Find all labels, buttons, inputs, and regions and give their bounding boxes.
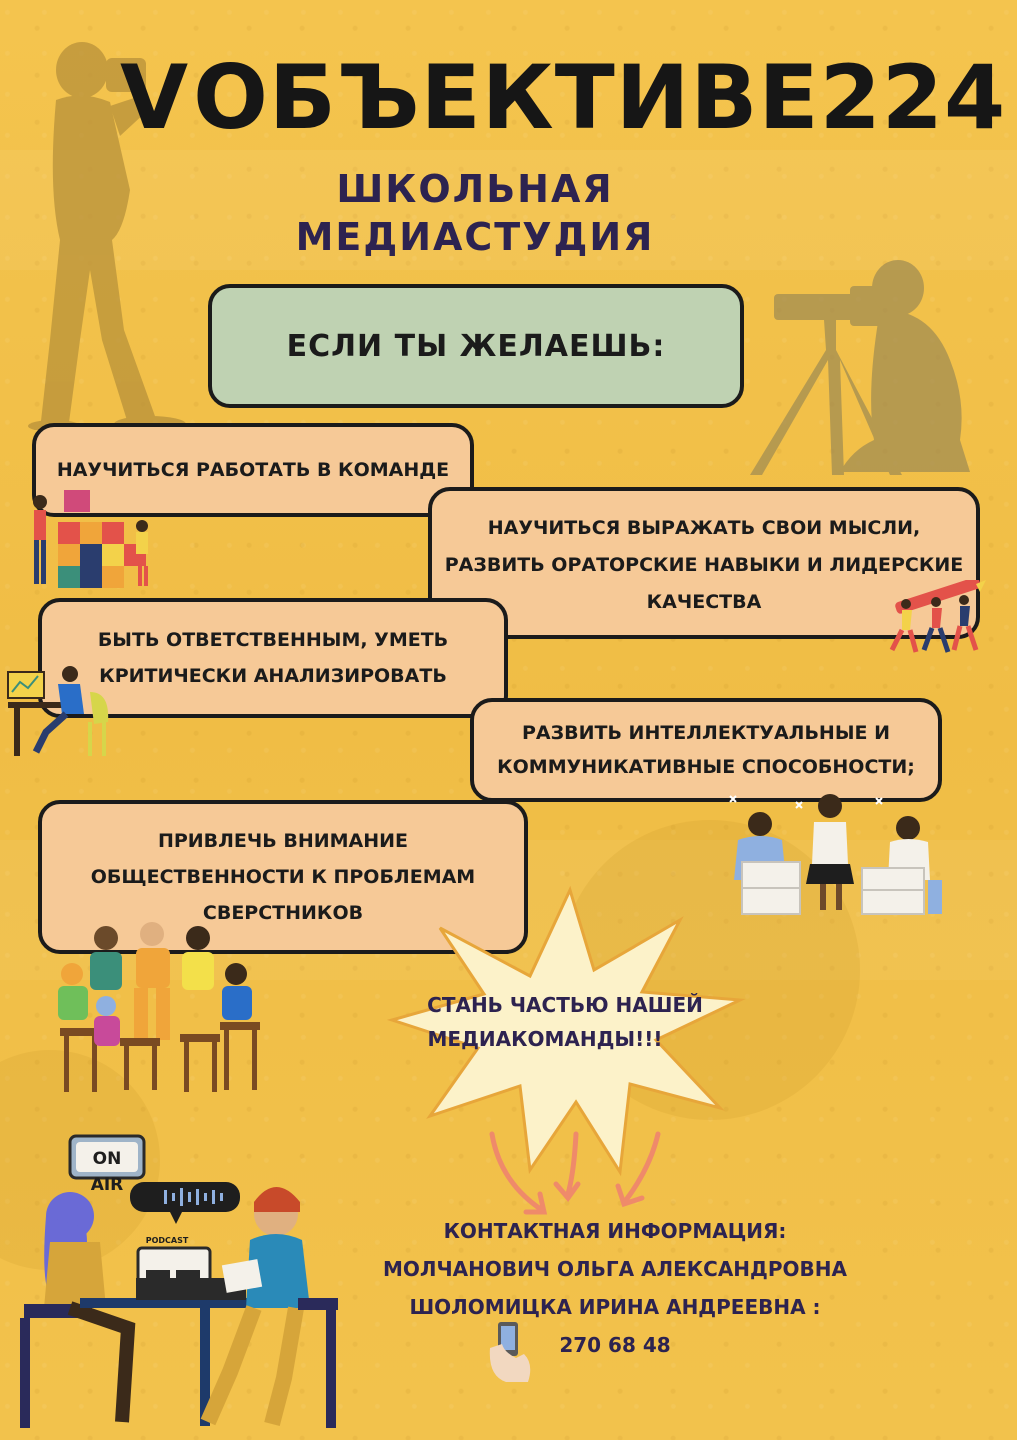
on-air-sign: ON AIR (90, 1149, 124, 1195)
contact-block (380, 1212, 850, 1364)
wish-text: СВЕРСТНИКОВ (202, 902, 364, 924)
team-runners-illustration (876, 580, 986, 660)
subtitle-line-2: МЕДИАСТУДИЯ (295, 215, 655, 259)
discussion-circle-illustration (50, 918, 266, 1094)
wish-text: ПРИВЛЕЧЬ ВНИМАНИЕ (157, 830, 409, 852)
wish-text: ОБЩЕСТВЕННОСТИ К ПРОБЛЕМАМ (90, 866, 476, 888)
wish-text: КОММУНИКАТИВНЫЕ СПОСОБНОСТИ; (497, 756, 915, 778)
debate-podium-illustration (716, 784, 948, 916)
callout-line-2: МЕДИАКОМАНДЫ!!! (427, 1027, 663, 1051)
wish-text: КАЧЕСТВА (646, 590, 762, 613)
headline-card (208, 284, 744, 408)
brand-logo (120, 46, 1007, 149)
contact-title: КОНТАКТНАЯ ИНФОРМАЦИЯ: (443, 1219, 787, 1243)
phone-hand-icon (484, 1318, 538, 1384)
wish-text: КРИТИЧЕСКИ АНАЛИЗИРОВАТЬ (99, 665, 447, 687)
brand-word: ОБЪЕКТИВЕ224 (193, 46, 1007, 149)
wish-text: БЫТЬ ОТВЕТСТВЕННЫМ, УМЕТЬ (97, 629, 449, 651)
analyst-desk-illustration (6, 662, 118, 758)
wish-text: НАУЧИТЬСЯ РАБОТАТЬ В КОМАНДЕ (56, 459, 450, 481)
wish-text: РАЗВИТЬ ОРАТОРСКИЕ НАВЫКИ И ЛИДЕРСКИЕ (444, 553, 964, 576)
arrows-down-icon (480, 1128, 680, 1224)
contact-person-1: МОЛЧАНОВИЧ ОЛЬГА АЛЕКСАНДРОВНА (383, 1257, 847, 1281)
podcast-illustration (10, 1132, 344, 1432)
camera-operator-silhouette (740, 250, 980, 480)
contact-phone: 270 68 48 (559, 1333, 671, 1357)
puzzle-team-illustration (22, 482, 162, 588)
wish-text: НАУЧИТЬСЯ ВЫРАЖАТЬ СВОИ МЫСЛИ, (487, 516, 921, 539)
callout-line-1: СТАНЬ ЧАСТЬЮ НАШЕЙ (427, 993, 703, 1017)
brand-prefix: V (120, 46, 190, 149)
wish-text: РАЗВИТЬ ИНТЕЛЛЕКТУАЛЬНЫЕ И (521, 722, 891, 744)
subtitle-line-1: ШКОЛЬНАЯ (336, 167, 614, 211)
podcast-label: PODCAST (145, 1236, 189, 1245)
headline: ЕСЛИ ТЫ ЖЕЛАЕШЬ: (286, 328, 666, 364)
contact-person-2: ШОЛОМИЦКА ИРИНА АНДРЕЕВНА : (409, 1295, 821, 1319)
